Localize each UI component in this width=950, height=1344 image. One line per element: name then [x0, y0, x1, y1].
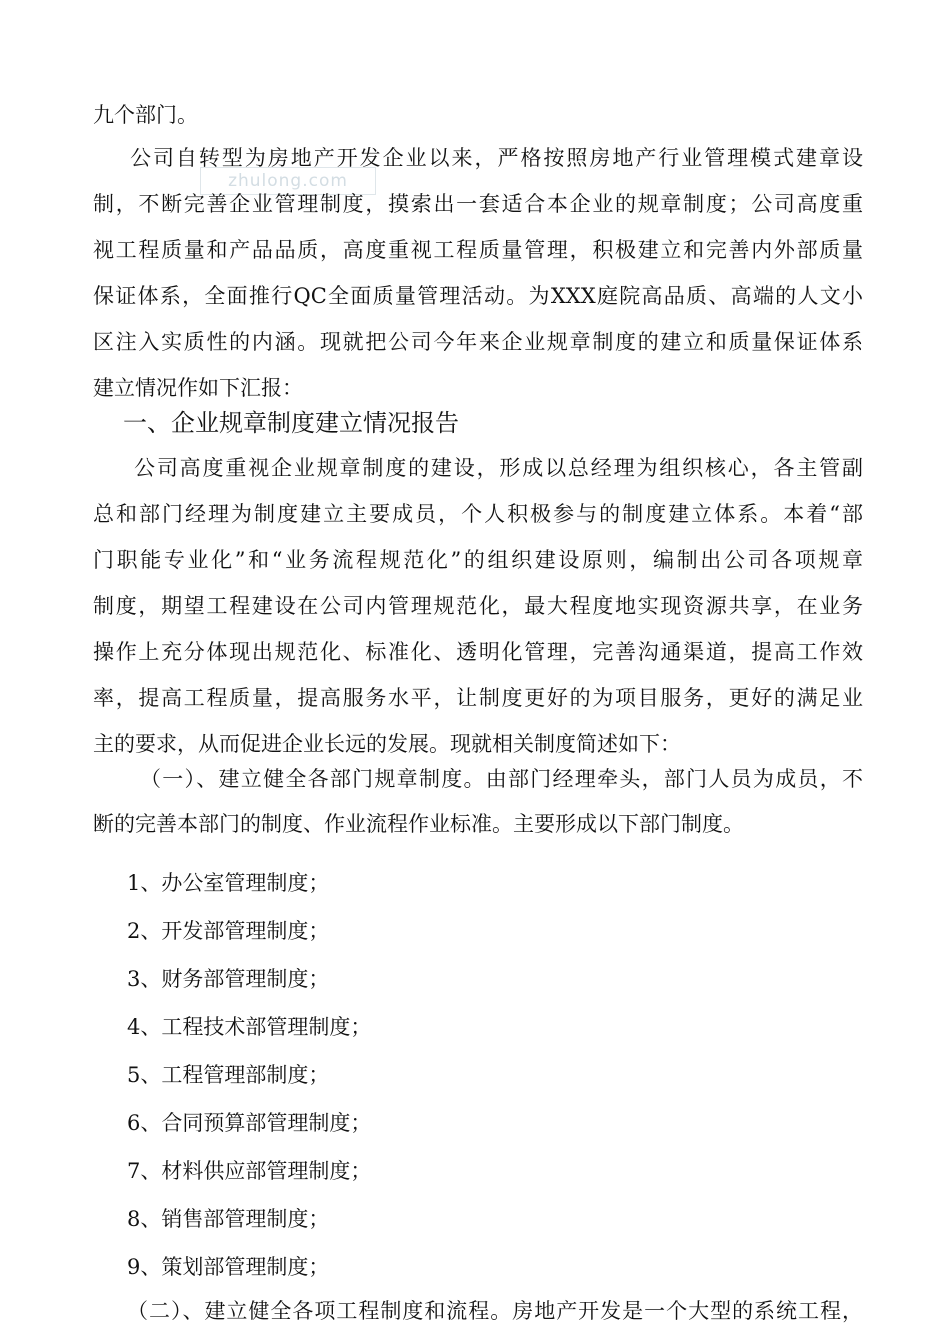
- list-item: 3、财务部管理制度；: [127, 967, 330, 991]
- paragraph-line: 视工程质量和产品品质，高度重视工程质量管理，积极建立和完善内外部质量: [93, 238, 863, 262]
- paragraph-line: 九个部门。: [93, 103, 198, 127]
- paragraph-line: 总和部门经理为制度建立主要成员，个人积极参与的制度建立体系。本着“部: [93, 502, 863, 526]
- paragraph-line: 断的完善本部门的制度、作业流程作业标准。主要形成以下部门制度。: [93, 812, 744, 836]
- paragraph-line: 主的要求，从而促进企业长远的发展。现就相关制度简述如下：: [93, 732, 681, 756]
- paragraph-line: 区注入实质性的内涵。现就把公司今年来企业规章制度的建立和质量保证体系: [93, 330, 863, 354]
- watermark: zhulong.com: [200, 167, 376, 195]
- paragraph-line: 制度，期望工程建设在公司内管理规范化，最大程度地实现资源共享，在业务: [93, 594, 863, 618]
- list-item: 7、材料供应部管理制度；: [127, 1159, 372, 1183]
- paragraph-line: 率，提高工程质量，提高服务水平，让制度更好的为项目服务，更好的满足业: [93, 686, 863, 710]
- list-item: 8、销售部管理制度；: [127, 1207, 330, 1231]
- list-item: 5、工程管理部制度；: [127, 1063, 330, 1087]
- paragraph-line: 操作上充分体现出规范化、标准化、透明化管理，完善沟通渠道，提高工作效: [93, 640, 863, 664]
- paragraph-line: 公司自转型为房地产开发企业以来，严格按照房地产行业管理模式建章设: [130, 146, 863, 170]
- paragraph-line: 公司高度重视企业规章制度的建设，形成以总经理为组织核心，各主管副: [134, 456, 863, 480]
- list-item: 4、工程技术部管理制度；: [127, 1015, 372, 1039]
- section-heading: 一、企业规章制度建立情况报告: [123, 409, 459, 437]
- paragraph-line: （二）、建立健全各项工程制度和流程。房地产开发是一个大型的系统工程，: [127, 1299, 863, 1323]
- paragraph-line: （一）、建立健全各部门规章制度。由部门经理牵头，部门人员为成员，不: [140, 767, 863, 791]
- list-item: 1、办公室管理制度；: [127, 871, 330, 895]
- paragraph-line: 建立情况作如下汇报：: [93, 376, 303, 400]
- paragraph-line: 制，不断完善企业管理制度，摸索出一套适合本企业的规章制度；公司高度重: [93, 192, 863, 216]
- paragraph-line: 保证体系，全面推行QC全面质量管理活动。为XXX庭院高品质、高端的人文小: [93, 284, 863, 308]
- list-item: 2、开发部管理制度；: [127, 919, 330, 943]
- paragraph-line: 门职能专业化”和“业务流程规范化”的组织建设原则，编制出公司各项规章: [93, 548, 863, 572]
- list-item: 9、策划部管理制度；: [127, 1255, 330, 1279]
- list-item: 6、合同预算部管理制度；: [127, 1111, 372, 1135]
